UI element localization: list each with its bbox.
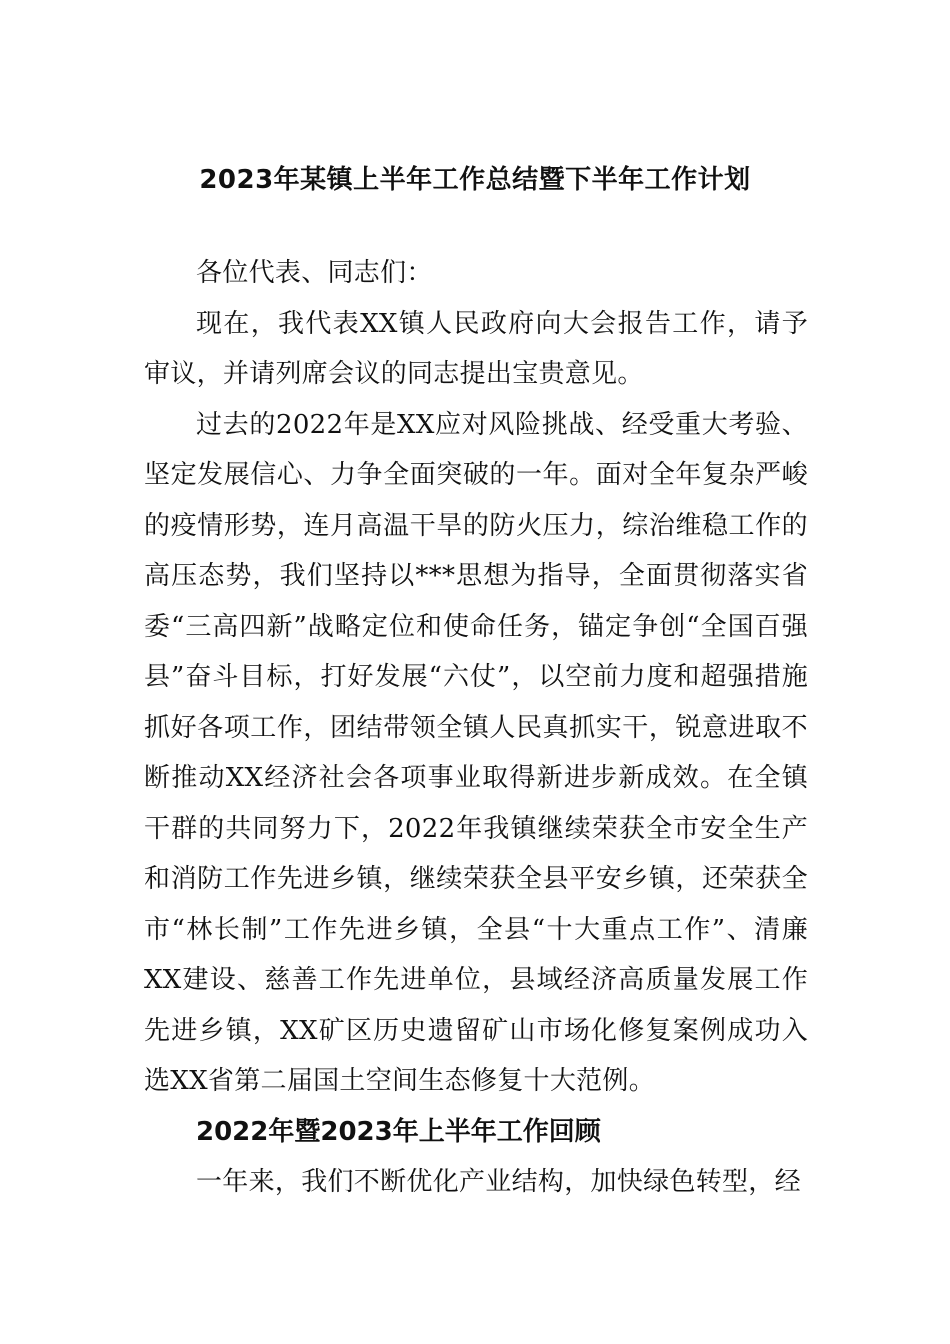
section-heading: 2022年暨2023年上半年工作回顾 (196, 1116, 601, 1147)
greeting-paragraph: 各位代表、同志们： (196, 258, 433, 288)
document-title: 2023年某镇上半年工作总结暨下半年工作计划 (199, 165, 751, 195)
intro-paragraph: 现在，我代表XX镇人民政府向大会报告工作，请予审议，并请列席会议的同志提出宝贵意见。 (144, 308, 808, 389)
document-body (144, 248, 808, 1208)
section-paragraph: 一年来，我们不断优化产业结构，加快绿色转型，经 (196, 1167, 801, 1197)
review-paragraph: 过去的2022年是XX应对风险挑战、经受重大考验、坚定发展信心、力争全面突破的一年。面对全年复杂严峻的疫情形势，连月高温干旱的防火压力，综治维稳工作的高压态势，我们坚持以***思想为指导，全面贯彻落实省委“三高四新”战略定位和使命任务，锚定争创“全国百强县”奋斗目标，打好发展“六仗”，以空前力度和超强措施抓好各项工作，团结带领全镇人民真抓实干，锐意进取不断推动XX经济社会各项事业取得新进步新成效。在全镇干群的共同努力下，2022年我镇继续荣获全市安全生产和消防工作先进乡镇，继续荣获全县平安乡镇，还荣获全市“林长制”工作先进乡镇，全县“十大重点工作”、清廉XX建设、慈善工作先进单位，县域经济高质量发展工作先进乡镇，XX矿区历史遗留矿山市场化修复案例成功入选XX省第二届国土空间生态修复十大范例。 (144, 409, 808, 1096)
